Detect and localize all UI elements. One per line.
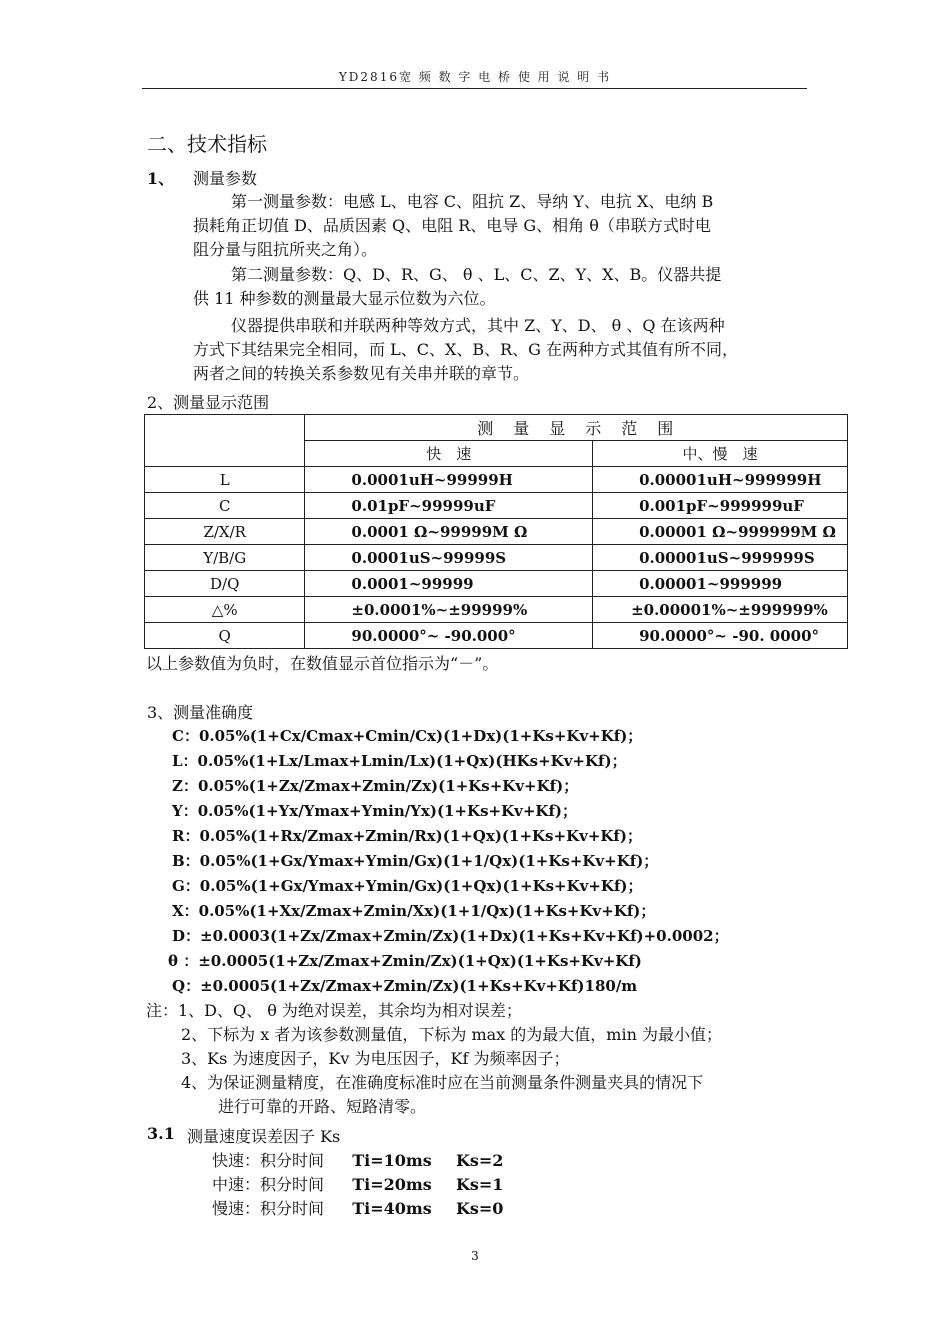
table-group-header: 测 量 显 示 范 围: [305, 415, 848, 441]
item1-line: 阻分量与阻抗所夹之角）。: [193, 240, 378, 259]
formula: Y：0.05%(1+Yx/Ymax+Ymin/Yx)(1+Ks+Kv+Kf)；: [172, 802, 578, 820]
formula: θ ：±0.0005(1+Zx/Zmax+Zmin/Zx)(1+Qx)(1+Ks+Kv+Kf): [168, 952, 642, 970]
accuracy-note: 4、为保证测量精度，在准确度标准时应在当前测量条件测量夹具的情况下: [181, 1073, 704, 1092]
table-header-row: [145, 415, 848, 441]
fast-cell: 0.0001uH~99999H: [305, 467, 593, 493]
speed-ti: Ti=40ms: [352, 1199, 432, 1218]
speed-ti: Ti=20ms: [352, 1175, 432, 1194]
item3-title: 3、测量准确度: [147, 703, 254, 722]
speed-ti: Ti=10ms: [352, 1151, 432, 1170]
speed-ks: Ks=0: [455, 1199, 504, 1218]
param-cell: Y/B/G: [145, 545, 305, 571]
formula: G：0.05%(1+Gx/Ymax+Ymin/Gx)(1+Qx)(1+Ks+Kv+Kf)；: [172, 877, 643, 895]
fast-cell: 90.0000°~ -90.000°: [305, 623, 593, 649]
speed-ks: Ks=1: [455, 1175, 504, 1194]
slow-cell: 0.00001uH~999999H: [593, 467, 848, 493]
col-slow-header: 中、慢 速: [593, 441, 848, 467]
item1-line: 两者之间的转换关系参数见有关串并联的章节。: [193, 364, 530, 383]
item2-title: 2、测量显示范围: [147, 393, 270, 412]
slow-cell: 0.00001uS~999999S: [593, 545, 848, 571]
formula: B：0.05%(1+Gx/Ymax+Ymin/Gx)(1+1/Qx)(1+Ks+Kv+Kf)；: [172, 852, 659, 870]
param-cell: D/Q: [145, 571, 305, 597]
speed-row: [212, 1196, 503, 1219]
formula: Q：±0.0005(1+Zx/Zmax+Zmin/Zx)(1+Ks+Kv+Kf)180/m: [172, 977, 638, 995]
page-header: YD2816宽 频 数 字 电 桥 使 用 说 明 书: [338, 70, 612, 84]
item1-line: 仪器提供串联和并联两种等效方式，其中 Z、Y、D、 θ 、Q 在该两种: [231, 316, 725, 335]
formula: R：0.05%(1+Rx/Zmax+Zmin/Rx)(1+Qx)(1+Ks+Kv+Kf)；: [172, 827, 642, 845]
speed-label: 中速：积分时间: [212, 1175, 325, 1194]
param-cell: Q: [145, 623, 305, 649]
param-cell: Z/X/R: [145, 519, 305, 545]
speed-row: [212, 1172, 503, 1195]
table-row: [145, 571, 848, 597]
accuracy-note: 3、Ks 为速度因子，Kv 为电压因子，Kf 为频率因子；: [181, 1049, 570, 1068]
item1-title: 测量参数: [193, 169, 258, 188]
fast-cell: ±0.0001%~±99999%: [305, 597, 593, 623]
item1-line: 第一测量参数：电感 L、电容 C、阻抗 Z、导纳 Y、电抗 X、电纳 B: [231, 192, 714, 211]
slow-cell: 90.0000°~ -90. 0000°: [593, 623, 848, 649]
table-row: [145, 545, 848, 571]
item1-number: 1、: [147, 169, 175, 188]
page-number: 3: [471, 1249, 479, 1263]
accuracy-note: 2、下标为 x 者为该参数测量值，下标为 max 的为最大值，min 为最小值；: [181, 1025, 722, 1044]
fast-cell: 0.0001uS~99999S: [305, 545, 593, 571]
slow-cell: 0.00001 Ω~999999M Ω: [593, 519, 848, 545]
formula: X：0.05%(1+Xx/Zmax+Zmin/Xx)(1+1/Qx)(1+Ks+Kv+Kf)；: [172, 902, 656, 920]
header-rule: [142, 88, 807, 89]
col-fast-header: 快 速: [305, 441, 593, 467]
item31-number: 3.1: [147, 1124, 175, 1143]
fast-cell: 0.0001~99999: [305, 571, 593, 597]
slow-cell: 0.00001~999999: [593, 571, 848, 597]
item1-line: 损耗角正切值 D、品质因素 Q、电阻 R、电导 G、相角 θ（串联方式时电: [193, 216, 711, 235]
item1-line: 方式下其结果完全相同，而 L、C、X、B、R、G 在两种方式其值有所不同，: [193, 340, 739, 359]
item1-line: 供 11 种参数的测量最大显示位数为六位。: [193, 289, 496, 308]
table-row: [145, 623, 848, 649]
formula: C：0.05%(1+Cx/Cmax+Cmin/Cx)(1+Dx)(1+Ks+Kv+Kf)；: [172, 727, 643, 745]
table-row: [145, 467, 848, 493]
speed-label: 慢速：积分时间: [212, 1199, 325, 1218]
param-cell: △%: [145, 597, 305, 623]
speed-ks: Ks=2: [455, 1151, 504, 1170]
table-row: [145, 493, 848, 519]
fast-cell: 0.0001 Ω~99999M Ω: [305, 519, 593, 545]
negative-note: 以上参数值为负时，在数值显示首位指示为“－”。: [146, 654, 499, 673]
range-table: [144, 414, 848, 649]
formula: Z：0.05%(1+Zx/Zmax+Zmin/Zx)(1+Ks+Kv+Kf)；: [172, 777, 579, 795]
section-title: 二、技术指标: [147, 132, 267, 156]
table-corner-cell: [145, 415, 305, 467]
accuracy-note: 注：1、D、Q、 θ 为绝对误差，其余均为相对误差；: [146, 1001, 522, 1020]
formula: D：±0.0003(1+Zx/Zmax+Zmin/Zx)(1+Dx)(1+Ks+Kv+Kf)+0.0002；: [172, 927, 729, 945]
table-row: [145, 519, 848, 545]
item1-line: 第二测量参数：Q、D、R、G、 θ 、L、C、Z、Y、X、B。仪器共提: [231, 265, 722, 284]
formula: L：0.05%(1+Lx/Lmax+Lmin/Lx)(1+Qx)(HKs+Kv+Kf)；: [172, 752, 627, 770]
fast-cell: 0.01pF~99999uF: [305, 493, 593, 519]
item31-title: 测量速度误差因子 Ks: [187, 1127, 341, 1146]
param-cell: C: [145, 493, 305, 519]
table-row: [145, 597, 848, 623]
speed-row: [212, 1148, 503, 1171]
speed-label: 快速：积分时间: [212, 1151, 325, 1170]
slow-cell: ±0.00001%~±999999%: [593, 597, 848, 623]
param-cell: L: [145, 467, 305, 493]
accuracy-note: 进行可靠的开路、短路清零。: [218, 1097, 427, 1116]
slow-cell: 0.001pF~999999uF: [593, 493, 848, 519]
